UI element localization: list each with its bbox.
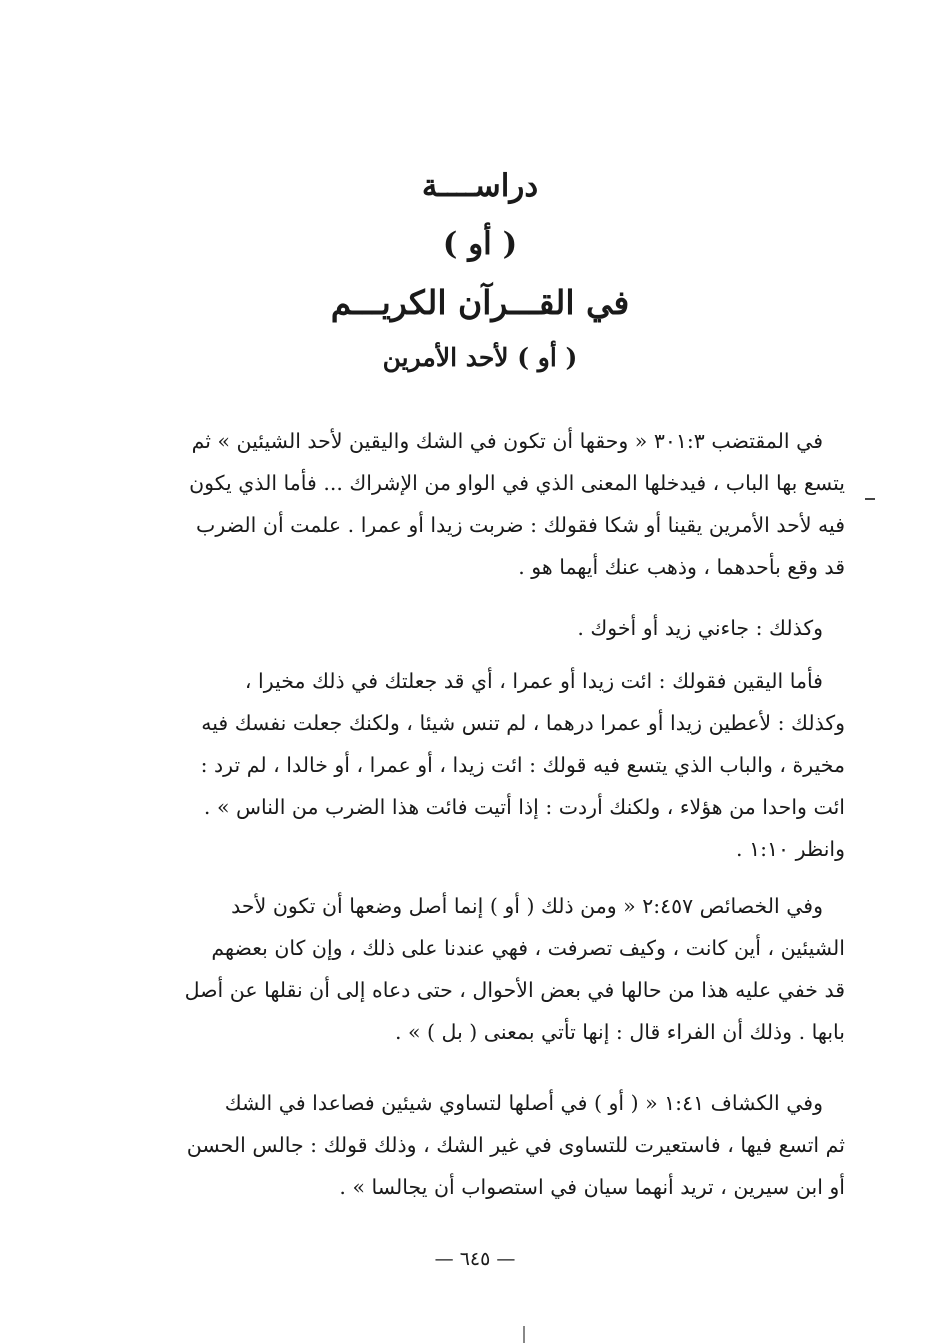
text-line: بابها . وذلك أن الفراء قال : إنها تأتي بمعنى ( بل ) » .: [394, 1020, 845, 1044]
text-line: قد وقع بأحدهما ، وذهب عنك أيهما هو .: [518, 555, 845, 579]
text-line: في المقتضب ٣٠١:٣ « وحقها أن تكون في الشك واليقين لأحد الشيئين » ثم: [191, 429, 823, 453]
paragraph-muqtadab: [125, 420, 845, 588]
paragraph-khasais: [125, 885, 845, 1053]
text-line: الشيئين ، أين كانت ، وكيف تصرفت ، فهي عندنا على ذلك ، وإن كان بعضهم: [211, 936, 845, 960]
paragraph-certainty: [125, 660, 845, 870]
heading-study: دراســــة: [421, 168, 539, 204]
text-line: ائت واحدا من هؤلاء ، ولكنك أردت : إذا أتيت فائت هذا الضرب من الناس » .: [203, 795, 845, 819]
text-line: مخيرة ، والباب الذي يتسع فيه قولك : ائت زيدا ، أو عمرا ، أو خالدا ، لم ترد :: [200, 753, 845, 777]
page-number: — ٦٤٥ —: [434, 1248, 516, 1270]
text-line: وفي الكشاف ١:٤١ « ( أو ) في أصلها لتساوي شيئين فصاعدا في الشك: [224, 1091, 823, 1115]
text-line: وكذلك : جاءني زيد أو أخوك .: [577, 616, 823, 640]
heading-particle: ( أو ): [442, 226, 518, 262]
text-line: وفي الخصائص ٢:٤٥٧ « ومن ذلك ( أو ) إنما أصل وضعها أن تكون لأحد: [231, 894, 823, 918]
paragraph-kashshaf: [125, 1082, 845, 1208]
text-line: ثم اتسع فيها ، فاستعيرت للتساوى في غير الشك ، وذلك قولك : جالس الحسن: [186, 1133, 845, 1157]
text-line: وكذلك : لأعطين زيدا أو عمرا درهما ، لم تنس شيئا ، ولكنك جعلت نفسك فيه: [201, 711, 845, 735]
text-line: فأما اليقين فقولك : ائت زيدا أو عمرا ، أي قد جعلتك في ذلك مخيرا ،: [244, 669, 823, 693]
scan-artifact-mark: [523, 1326, 525, 1343]
text-line: فيه لأحد الأمرين يقينا أو شكا فقولك : ضربت زيدا أو عمرا . علمت أن الضرب: [196, 513, 845, 537]
text-line: وانظر ١:١٠ .: [736, 837, 845, 861]
heading-quran: في القـــرآن الكريـــم: [330, 283, 630, 322]
paragraph-example: [125, 607, 845, 649]
text-line: أو ابن سيرين ، تريد أنهما سيان في استصواب أن يجالسا » .: [339, 1175, 845, 1199]
section-title: ( أو ) لأحد الأمرين: [382, 343, 578, 372]
text-line: قد خفي عليه هذا من حالها في بعض الأحوال ، حتى دعاه إلى أن نقلها عن أصل: [184, 978, 845, 1002]
text-line: يتسع بها الباب ، فيدخلها المعنى الذي في الواو من الإشراك ... فأما الذي يكون: [189, 471, 845, 495]
margin-mark: [865, 498, 875, 500]
